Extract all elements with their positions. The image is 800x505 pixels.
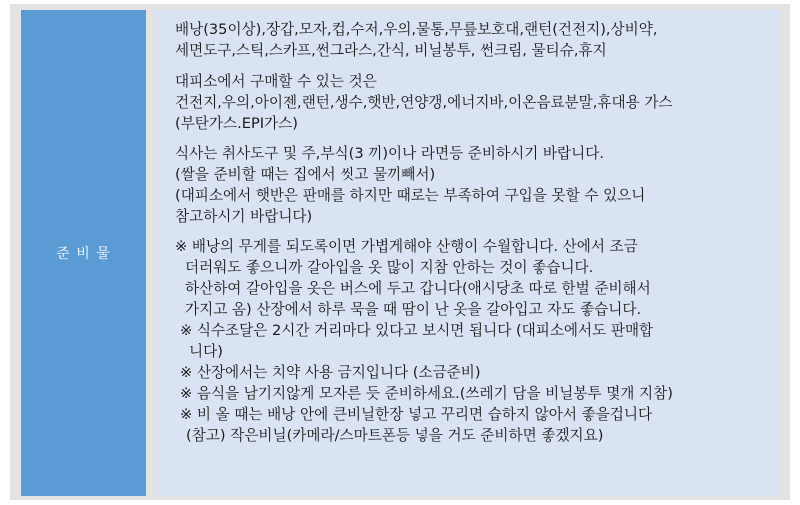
items-line: 세면도구,스틱,스카프,썬그라스,간식, 비닐봉투, 썬크림, 물티슈,휴지 bbox=[175, 42, 607, 59]
note-line: ※ 배낭의 무게를 되도록이면 가볍게해야 산행이 수월합니다. 산에서 조금 bbox=[175, 238, 638, 255]
meals-line: (쌀을 준비할 때는 집에서 씻고 물끼빼서) bbox=[175, 166, 436, 183]
label-text: 준 비 물 bbox=[56, 246, 111, 262]
shelter-paragraph bbox=[175, 71, 779, 134]
meals-line: 참고하시기 바랍니다) bbox=[175, 208, 313, 225]
note-line: ※ 음식을 남기지않게 모자른 듯 준비하세요.(쓰레기 담을 비닐봉투 몇개 지참) bbox=[180, 385, 673, 402]
note-line: ※ 비 올 때는 배낭 안에 큰비닐한장 넣고 꾸리면 습하지 않아서 좋을겁니다 bbox=[180, 406, 653, 423]
note-line: 하산하여 갈아입을 옷은 버스에 두고 갑니다(애시당초 따로 한벌 준비해서 bbox=[185, 280, 651, 297]
note-line: 가지고 옴) 산장에서 하루 묵을 때 땀이 난 옷을 갈아입고 자도 좋습니다. bbox=[185, 301, 642, 318]
shelter-line: (부탄가스.EPI가스) bbox=[175, 115, 298, 132]
note-line: ※ 산장에서는 치약 사용 금지입니다 (소금준비) bbox=[180, 364, 481, 381]
shelter-line: 건전지,우의,아이젠,랜턴,생수,햇반,연양갱,에너지바,이온음료분말,휴대용 가스 bbox=[175, 94, 673, 111]
shelter-line: 대피소에서 구매할 수 있는 것은 bbox=[175, 73, 377, 90]
label-cell bbox=[21, 10, 146, 496]
note-line: 니다) bbox=[189, 343, 223, 360]
items-line: 배낭(35이상),장갑,모자,컵,수저,우의,물통,무릎보호대,랜턴(건전지),상비약, bbox=[175, 21, 658, 38]
note-line: 더러워도 좋으니까 갈아입을 옷 많이 지참 안하는 것이 좋습니다. bbox=[185, 259, 594, 276]
content-cell bbox=[155, 10, 779, 496]
note-line: ※ 식수조달은 2시간 거리마다 있다고 보시면 됩니다 (대피소에서도 판매합 bbox=[180, 322, 654, 339]
items-paragraph bbox=[175, 19, 779, 61]
meals-paragraph bbox=[175, 143, 779, 227]
note-line: (참고) 작은비닐(카메라/스마트폰등 넣을 거도 준비하면 좋겠지요) bbox=[186, 427, 604, 444]
meals-line: (대피소에서 햇반은 판매를 하지만 때로는 부족하여 구입을 못할 수 있으니 bbox=[175, 187, 646, 204]
meals-line: 식사는 취사도구 및 주,부식(3 끼)이나 라면등 준비하시기 바랍니다. bbox=[175, 145, 604, 162]
notes-paragraph bbox=[175, 236, 779, 446]
